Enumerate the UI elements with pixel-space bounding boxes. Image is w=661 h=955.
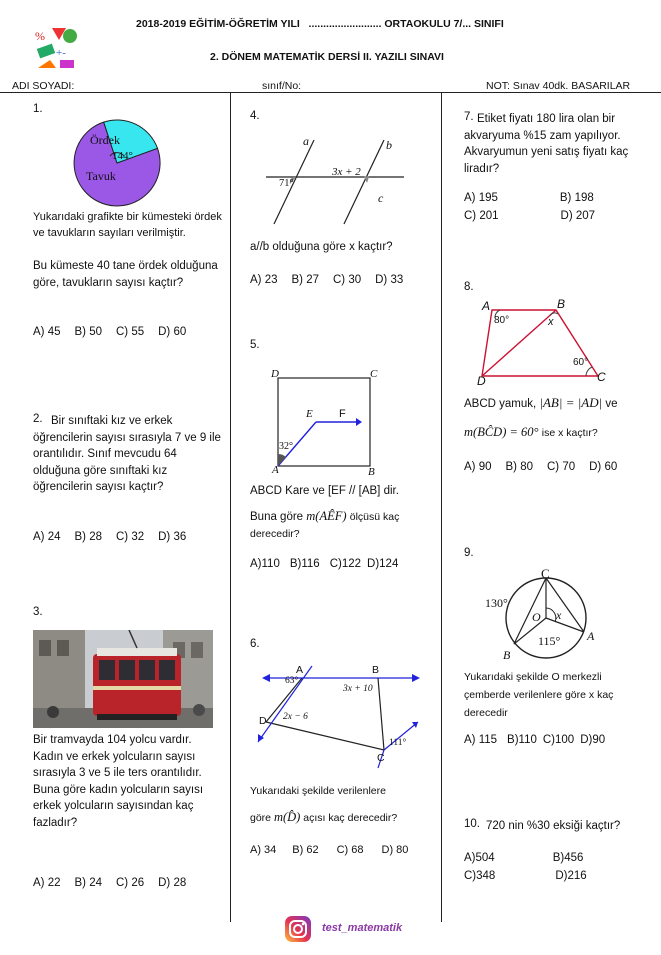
q5-text-b-post: ölçüsü kaç — [349, 511, 400, 523]
q7-option-a[interactable]: A) 195 — [464, 192, 498, 204]
question-8-number: 8. — [464, 281, 474, 293]
q8-label-b: B — [557, 297, 566, 311]
q6-angle-111: 111° — [389, 738, 407, 748]
question-9-options — [464, 734, 619, 746]
q1-option-b[interactable]: B) 50 — [74, 326, 102, 338]
question-6-options — [250, 844, 422, 856]
q4-option-d[interactable]: D) 33 — [375, 274, 404, 286]
q6-label-a: A — [296, 664, 304, 676]
q5-label-a: A — [272, 464, 279, 476]
q10-option-b[interactable]: B)456 — [552, 852, 584, 864]
q9-option-b[interactable]: B)110 — [507, 734, 537, 746]
question-5-number: 5. — [250, 339, 260, 351]
q6-label-d: D — [259, 715, 267, 727]
q1-option-c[interactable]: C) 55 — [116, 326, 145, 338]
q5-angle-32: 32° — [279, 441, 293, 452]
question-5-options — [250, 558, 412, 570]
q5-option-b[interactable]: B)116 — [289, 558, 320, 570]
q2-option-c[interactable]: C) 32 — [116, 531, 145, 543]
q9-label-a: A — [587, 629, 595, 643]
q5-label-b: B — [368, 466, 375, 478]
q4-angle-3x-plus-2: 3x + 2 — [332, 166, 361, 178]
q8-text-a-post: ve — [605, 398, 618, 410]
question-3-number: 3. — [33, 606, 43, 618]
q5-option-a[interactable]: A)110 — [250, 558, 280, 570]
question-6-figure — [252, 662, 422, 772]
q6-text-b-post: açısı kaç derecedir? — [303, 812, 398, 824]
q4-angle-71: 71° — [279, 178, 294, 189]
q10-option-a[interactable]: A)504 — [464, 852, 495, 864]
question-1-options — [33, 326, 200, 338]
question-4-options — [250, 274, 417, 286]
pie-label-ordek: Ördek — [90, 133, 120, 147]
column-divider-right — [441, 92, 442, 922]
q5-label-f: F — [339, 408, 346, 420]
q4-option-c[interactable]: C) 30 — [333, 274, 362, 286]
header-title-line2: 2. DÖNEM MATEMATİK DERSİ II. YAZILI SINAVI — [210, 51, 444, 63]
question-4-text: a//b olduğuna göre x kaçtır? — [250, 241, 393, 253]
q9-angle-x: x — [556, 608, 562, 622]
svg-text:%: % — [35, 29, 45, 43]
instagram-icon — [284, 915, 312, 943]
q9-label-b: B — [503, 648, 511, 662]
q9-label-o: O — [532, 610, 541, 624]
q3-option-c[interactable]: C) 26 — [116, 877, 145, 889]
q7-option-d[interactable]: D) 207 — [560, 210, 596, 222]
question-3-text: Bir tramvayda 104 yolcu vardır. Kadın ve erkek yolcuların sayısı sırasıyla 3 ve 5 ile ters orantılıdır. Buna göre kadın yolcuların sayısı erkek yolcuların sayısından kaç fazladır? — [33, 734, 204, 829]
question-5-figure — [270, 368, 380, 478]
question-1-pie-chart — [62, 118, 172, 208]
question-3-options — [33, 877, 200, 889]
q9-option-a[interactable]: A) 115 — [464, 734, 498, 746]
q3-option-b[interactable]: B) 24 — [74, 877, 102, 889]
q6-text-b-pre: göre — [250, 812, 272, 824]
q6-angle-63: 63° — [285, 676, 299, 686]
question-5-text-a: ABCD Kare ve [EF // [AB] dir. — [250, 485, 399, 497]
svg-text:+-: +- — [56, 47, 66, 59]
question-9-text: Yukarıdaki şekilde O merkezli çemberde verilenlere göre x kaç derecedir — [464, 671, 614, 719]
column-divider-left — [230, 92, 231, 922]
header-title-line1: 2018-2019 EĞİTİM-ÖĞRETİM YILI ......................... ORTAOKULU 7/... SINIFI — [136, 18, 504, 30]
q10-option-d[interactable]: D)216 — [555, 870, 587, 882]
q8-text-a-pre: ABCD yamuk, — [464, 398, 537, 410]
question-1-text-a: Yukarıdaki grafikte bir kümesteki ördek ve tavukların sayıları verilmiştir. — [33, 211, 222, 239]
q8-angle-60: 60° — [573, 357, 589, 368]
q8-angle-x: x — [548, 316, 554, 328]
q2-option-b[interactable]: B) 28 — [74, 531, 102, 543]
question-7-options-row1 — [464, 192, 608, 204]
question-10-number: 10. — [464, 818, 480, 830]
school-logo — [32, 24, 80, 72]
q3-option-a[interactable]: A) 22 — [33, 877, 61, 889]
q6-angle-3x-plus-10: 3x + 10 — [343, 684, 373, 694]
q8-math-sides: |AB| = |AD| — [539, 395, 603, 410]
q5-math-angle: m(AÊF) — [306, 509, 347, 523]
tram-photo — [33, 630, 213, 728]
q9-angle-115: 115° — [538, 634, 561, 648]
q8-math-angle: m(BĈD) = 60° — [464, 425, 539, 439]
q6-option-b[interactable]: B) 62 — [292, 844, 319, 856]
question-9-figure — [500, 576, 600, 666]
question-7-number: 7. — [464, 111, 474, 123]
question-8-options — [464, 461, 631, 473]
q10-option-c[interactable]: C)348 — [464, 870, 496, 882]
q7-option-b[interactable]: B) 198 — [559, 192, 594, 204]
pie-angle-144: 144° — [112, 150, 133, 162]
q8-option-d[interactable]: D) 60 — [589, 461, 618, 473]
question-2-options — [33, 531, 200, 543]
q7-option-c[interactable]: C) 201 — [464, 210, 499, 222]
question-10-text: 720 nin %30 eksiği kaçtır? — [486, 820, 621, 832]
question-1-number: 1. — [33, 103, 43, 115]
q6-math-angle: m(D̂) — [273, 810, 301, 824]
question-7-text: Etiket fiyatı 180 lira olan bir akvaryuma %15 zam yapılıyor. Akvaryumun yeni satış fiyatı kaç liradır? — [464, 113, 629, 175]
q8-option-c[interactable]: C) 70 — [547, 461, 576, 473]
question-5-text-c: derecedir? — [250, 528, 300, 540]
question-6-number: 6. — [250, 638, 260, 650]
q4-label-a: a — [303, 134, 309, 148]
q9-option-d[interactable]: D)90 — [580, 734, 606, 746]
q9-label-c: C — [541, 566, 550, 581]
q8-label-c: C — [597, 370, 606, 384]
q9-option-c[interactable]: C)100 — [542, 734, 575, 746]
q8-label-d: D — [477, 374, 486, 388]
question-2-number: 2. — [33, 413, 43, 425]
q5-label-d: D — [271, 368, 279, 380]
q4-label-b: b — [386, 138, 392, 152]
question-7-options-row2 — [464, 210, 609, 222]
q1-option-a[interactable]: A) 45 — [33, 326, 61, 338]
q8-text-b-post: ise x kaçtır? — [541, 427, 598, 439]
q8-label-a: A — [482, 299, 491, 313]
q3-option-d[interactable]: D) 28 — [158, 877, 187, 889]
name-label: ADI SOYADI: — [12, 80, 75, 92]
q6-angle-2x-minus-6: 2x − 6 — [283, 712, 308, 722]
q5-label-e: E — [306, 408, 313, 420]
instagram-handle[interactable]: test_matematik — [322, 922, 403, 934]
q6-option-d[interactable]: D) 80 — [381, 844, 409, 856]
q6-label-c: C — [377, 752, 385, 764]
class-number-label: sınıf/No: — [262, 80, 302, 92]
q4-option-b[interactable]: B) 27 — [291, 274, 319, 286]
question-8-text-b — [464, 424, 598, 442]
question-10-options-row1 — [464, 852, 597, 864]
q5-text-b-pre: Buna göre — [250, 511, 304, 523]
q5-option-c[interactable]: C)122 — [329, 558, 362, 570]
question-8-text-a — [464, 395, 618, 413]
question-6-text-b — [250, 809, 397, 826]
question-10-options-row2 — [464, 870, 601, 882]
question-4-number: 4. — [250, 110, 260, 122]
header-divider — [0, 92, 661, 93]
question-1-text-b: Bu kümeste 40 tane ördek olduğuna göre, tavukların sayısı kaçtır? — [33, 260, 218, 289]
q8-angle-80: 80° — [494, 315, 510, 326]
question-9-number: 9. — [464, 547, 474, 559]
q8-option-b[interactable]: B) 80 — [505, 461, 533, 473]
q6-option-c[interactable]: C) 68 — [336, 844, 364, 856]
q2-option-d[interactable]: D) 36 — [158, 531, 187, 543]
exam-note: NOT: Sınav 40dk. BASARILAR — [486, 80, 631, 92]
question-2-text: Bir sınıftaki kız ve erkek öğrencilerin sayısı sırasıyla 7 ve 9 ile orantılıdır. Sınıf mevcudu 64 olduğuna göre sınıftaki kız öğrencilerin sayısı kaçtır? — [33, 415, 221, 493]
q6-label-b: B — [372, 664, 380, 676]
q4-label-c: c — [378, 191, 384, 205]
q4-option-a[interactable]: A) 23 — [250, 274, 278, 286]
q9-angle-130: 130° — [485, 596, 508, 610]
q1-option-d[interactable]: D) 60 — [158, 326, 187, 338]
question-5-text-b — [250, 508, 399, 526]
q8-option-a[interactable]: A) 90 — [464, 461, 492, 473]
q2-option-a[interactable]: A) 24 — [33, 531, 61, 543]
question-6-text-a: Yukarıdaki şekilde verilenlere — [250, 785, 386, 797]
q6-option-a[interactable]: A) 34 — [250, 844, 277, 856]
q5-label-c: C — [370, 368, 378, 380]
q5-option-d[interactable]: D)124 — [367, 558, 399, 570]
pie-label-tavuk: Tavuk — [86, 169, 116, 183]
